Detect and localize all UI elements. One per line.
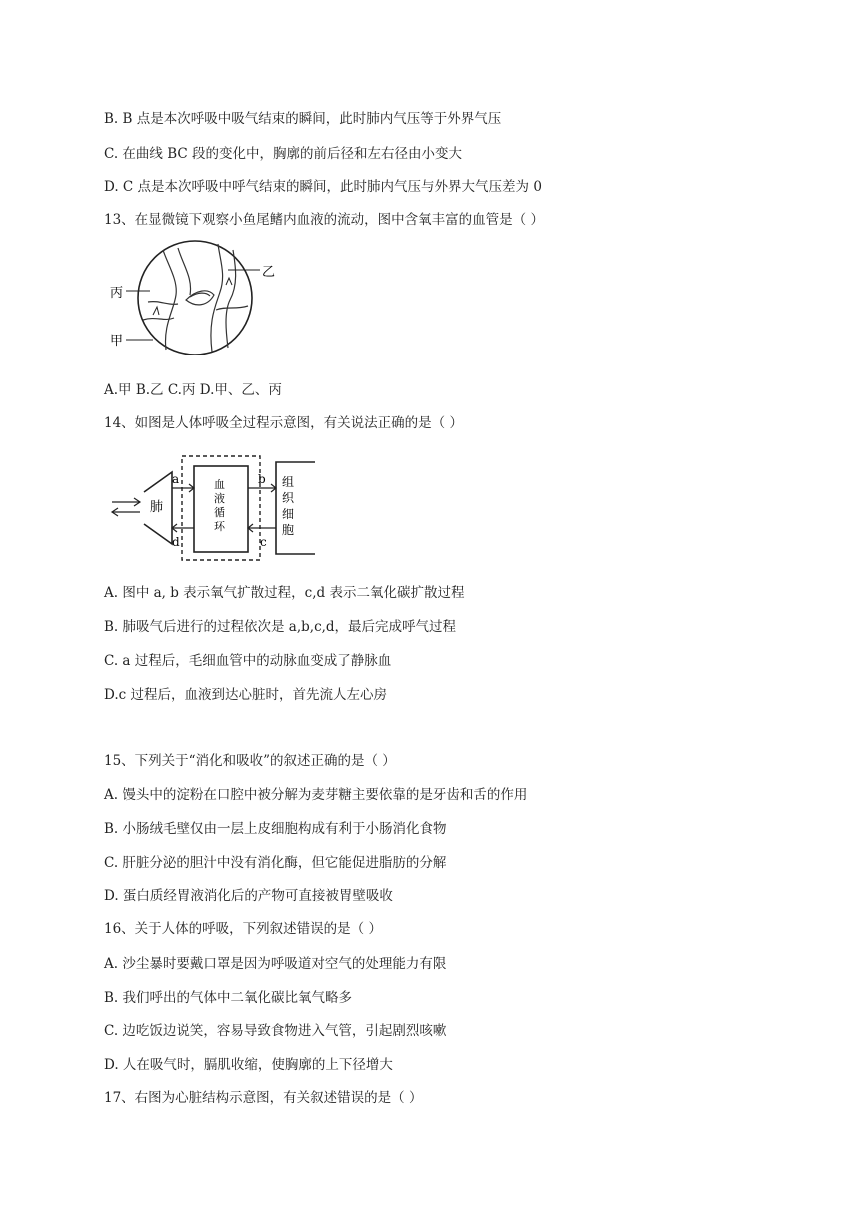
label-lung: 肺 [150,500,164,515]
question-16: 16、关于人体的呼吸，下列叙述错误的是（ ） [104,921,382,937]
label-b: b [258,472,266,486]
svg-text:环: 环 [214,520,225,533]
question-16-option-b: B. 我们呼出的气体中二氧化碳比氧气略多 [104,990,353,1006]
question-15-option-d: D. 蛋白质经胃液消化后的产物可直接被胃壁吸收 [104,888,393,904]
respiration-process-figure [110,452,320,567]
svg-text:胞: 胞 [282,523,295,537]
question-16-option-c: C. 边吃饭边说笑，容易导致食物进入气管，引起剧烈咳嗽 [104,1023,447,1039]
microscope-field [138,241,252,355]
svg-text:组: 组 [282,475,295,489]
svg-text:细: 细 [282,507,295,521]
question-14-option-a: A. 图中 a, b 表示氧气扩散过程，c,d 表示二氧化碳扩散过程 [104,585,465,601]
label-d: d [172,535,180,549]
svg-text:循: 循 [214,506,225,519]
question-16-option-d: D. 人在吸气时，膈肌收缩，使胸廓的上下径增大 [104,1057,393,1073]
svg-text:织: 织 [282,491,295,505]
label-jia: 甲 [110,334,124,349]
question-17: 17、右图为心脏结构示意图，有关叙述错误的是（ ） [104,1090,423,1106]
option-c-line: C. 在曲线 BC 段的变化中，胸廓的前后径和左右径由小变大 [104,146,463,162]
question-15-option-b: B. 小肠绒毛壁仅由一层上皮细胞构成有利于小肠消化食物 [104,821,447,837]
question-15: 15、下列关于“消化和吸收”的叙述正确的是（ ） [104,753,396,769]
question-13: 13、在显微镜下观察小鱼尾鳍内血液的流动，图中含氧丰富的血管是（ ） [104,212,544,228]
label-c: c [260,535,267,549]
question-15-option-a: A. 馒头中的淀粉在口腔中被分解为麦芽糖主要依靠的是牙齿和舌的作用 [104,787,528,803]
label-bing: 丙 [110,286,124,301]
svg-text:液: 液 [214,492,225,505]
question-16-option-a: A. 沙尘暴时要戴口罩是因为呼吸道对空气的处理能力有限 [104,956,447,972]
svg-text:血: 血 [214,478,225,491]
option-b-line: B. B 点是本次呼吸中吸气结束的瞬间，此时肺内气压等于外界气压 [104,111,502,127]
question-14: 14、如图是人体呼吸全过程示意图，有关说法正确的是（ ） [104,415,463,431]
label-a: a [172,472,180,486]
vessel-left [163,250,176,350]
option-d-line: D. C 点是本次呼吸中呼气结束的瞬间，此时肺内气压与外界大气压差为 0 [104,179,542,195]
question-14-option-c: C. a 过程后，毛细血管中的动脉血变成了静脉血 [104,653,392,669]
question-14-option-d: D.c 过程后，血液到达心脏时，首先流人左心房 [104,687,387,703]
question-14-option-b: B. 肺吸气后进行的过程依次是 a,b,c,d，最后完成呼气过程 [104,619,457,635]
question-15-option-c: C. 肝脏分泌的胆汁中没有消化酶，但它能促进脂肪的分解 [104,855,447,871]
label-yi: 乙 [262,265,276,280]
fish-tail-microscope-figure [108,240,298,355]
question-13-options: A.甲 B.乙 C.丙 D.甲、乙、丙 [104,382,282,398]
